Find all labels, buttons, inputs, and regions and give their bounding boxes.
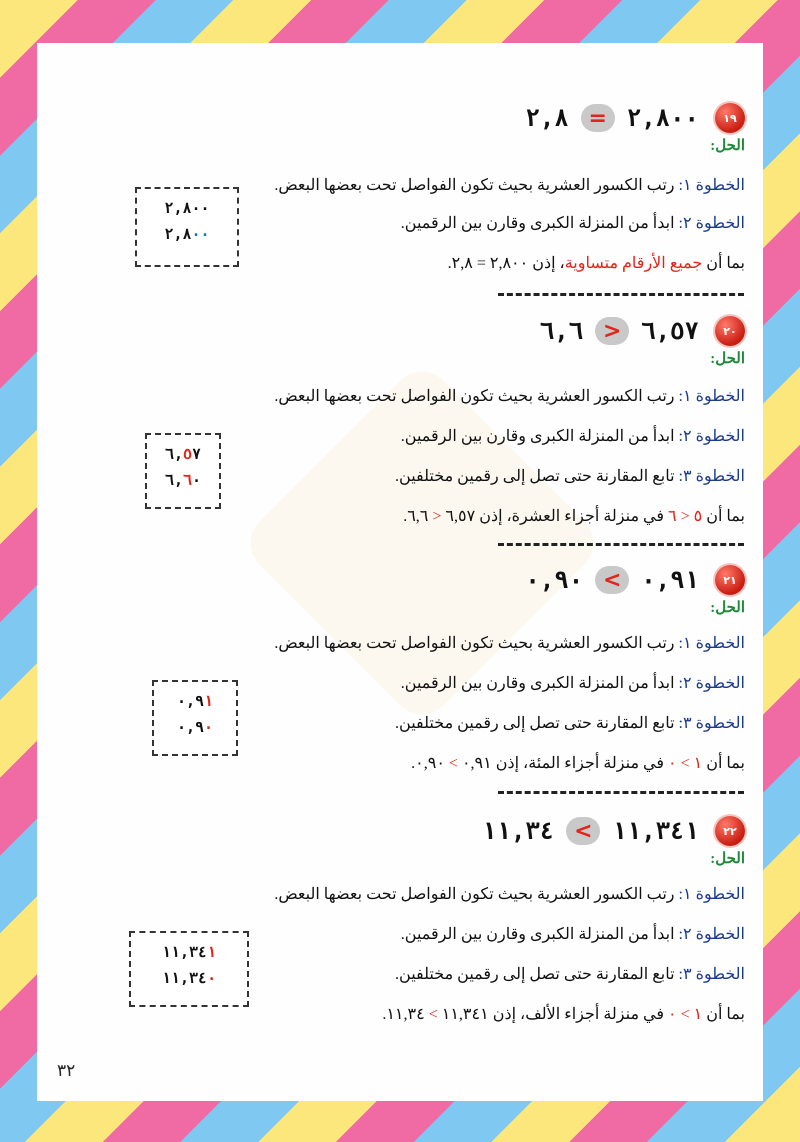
conclusion: بما أن ٥ < ٦ في منزلة أجزاء العشرة، إذن ٦,٥٧ < ٦,٦. — [403, 508, 745, 525]
step-2: الخطوة ٢: ابدأ من المنزلة الكبرى وقارن بين الرقمين. — [400, 675, 745, 692]
problem-header — [525, 98, 745, 138]
step-3: الخطوة ٣: تابع المقارنة حتى تصل إلى رقمين مختلفين. — [395, 468, 745, 485]
problem-header — [525, 560, 745, 600]
step-1: الخطوة ١: رتب الكسور العشرية بحيث تكون الفواصل تحت بعضها البعض. — [274, 177, 745, 194]
step-3: الخطوة ٣: تابع المقارنة حتى تصل إلى رقمين مختلفين. — [395, 715, 745, 732]
right-number: ٢,٨٠٠ — [626, 104, 699, 132]
step-2: الخطوة ٢: ابدأ من المنزلة الكبرى وقارن بين الرقمين. — [400, 926, 745, 943]
conclusion: بما أن جميع الأرقام متساوية، إذن ٢,٨٠٠ = ٢,٨. — [447, 255, 745, 272]
problem-number-badge: ٢١ — [715, 565, 745, 595]
step-2: الخطوة ٢: ابدأ من المنزلة الكبرى وقارن بين الرقمين. — [400, 428, 745, 445]
section-divider — [498, 543, 744, 546]
comparison-operator: = — [581, 104, 615, 132]
left-number: ١١,٣٤ — [482, 817, 555, 845]
worksheet-page — [37, 43, 763, 1101]
comparison-operator: < — [595, 566, 629, 594]
problem-21 — [37, 560, 763, 810]
step-2: الخطوة ٢: ابدأ من المنزلة الكبرى وقارن بين الرقمين. — [400, 215, 745, 232]
alignment-box: ٦,٥٧ ٦,٦٠ — [145, 433, 221, 509]
problem-number-badge: ٢٠ — [715, 316, 745, 346]
page-number: ٣٢ — [57, 1061, 76, 1080]
alignment-box: ٢,٨٠٠ ٢,٨٠٠ — [135, 187, 239, 267]
solution-label: الحل: — [710, 851, 745, 867]
problem-22 — [37, 811, 763, 1061]
comparison-operator: > — [595, 317, 629, 345]
solution-label: الحل: — [710, 138, 745, 154]
solution-label: الحل: — [710, 600, 745, 616]
left-number: ٢,٨ — [525, 104, 569, 132]
step-1: الخطوة ١: رتب الكسور العشرية بحيث تكون الفواصل تحت بعضها البعض. — [274, 886, 745, 903]
step-3: الخطوة ٣: تابع المقارنة حتى تصل إلى رقمين مختلفين. — [395, 966, 745, 983]
step-1: الخطوة ١: رتب الكسور العشرية بحيث تكون الفواصل تحت بعضها البعض. — [274, 388, 745, 405]
section-divider — [498, 791, 744, 794]
left-number: ٠,٩٠ — [525, 566, 584, 594]
step-1: الخطوة ١: رتب الكسور العشرية بحيث تكون الفواصل تحت بعضها البعض. — [274, 635, 745, 652]
conclusion: بما أن ١ > ٠ في منزلة أجزاء المئة، إذن ٠,٩١ > ٠,٩٠. — [411, 755, 745, 772]
right-number: ٦,٥٧ — [641, 317, 699, 345]
comparison-operator: < — [566, 817, 600, 845]
right-number: ١١,٣٤١ — [612, 817, 699, 845]
alignment-box: ١١,٣٤١ ١١,٣٤٠ — [129, 931, 249, 1007]
problem-number-badge: ٢٢ — [715, 816, 745, 846]
problem-number-badge: ١٩ — [715, 103, 745, 133]
problem-header — [540, 311, 745, 351]
problem-header — [482, 811, 745, 851]
alignment-box: ٠,٩١ ٠,٩٠ — [152, 680, 238, 756]
conclusion: بما أن ١ > ٠ في منزلة أجزاء الألف، إذن ١١,٣٤١ > ١١,٣٤. — [382, 1006, 745, 1023]
section-divider — [498, 293, 744, 296]
left-number: ٦,٦ — [539, 317, 584, 345]
solution-label: الحل: — [710, 351, 745, 367]
problem-20 — [37, 311, 763, 561]
right-number: ٠,٩١ — [641, 566, 699, 594]
